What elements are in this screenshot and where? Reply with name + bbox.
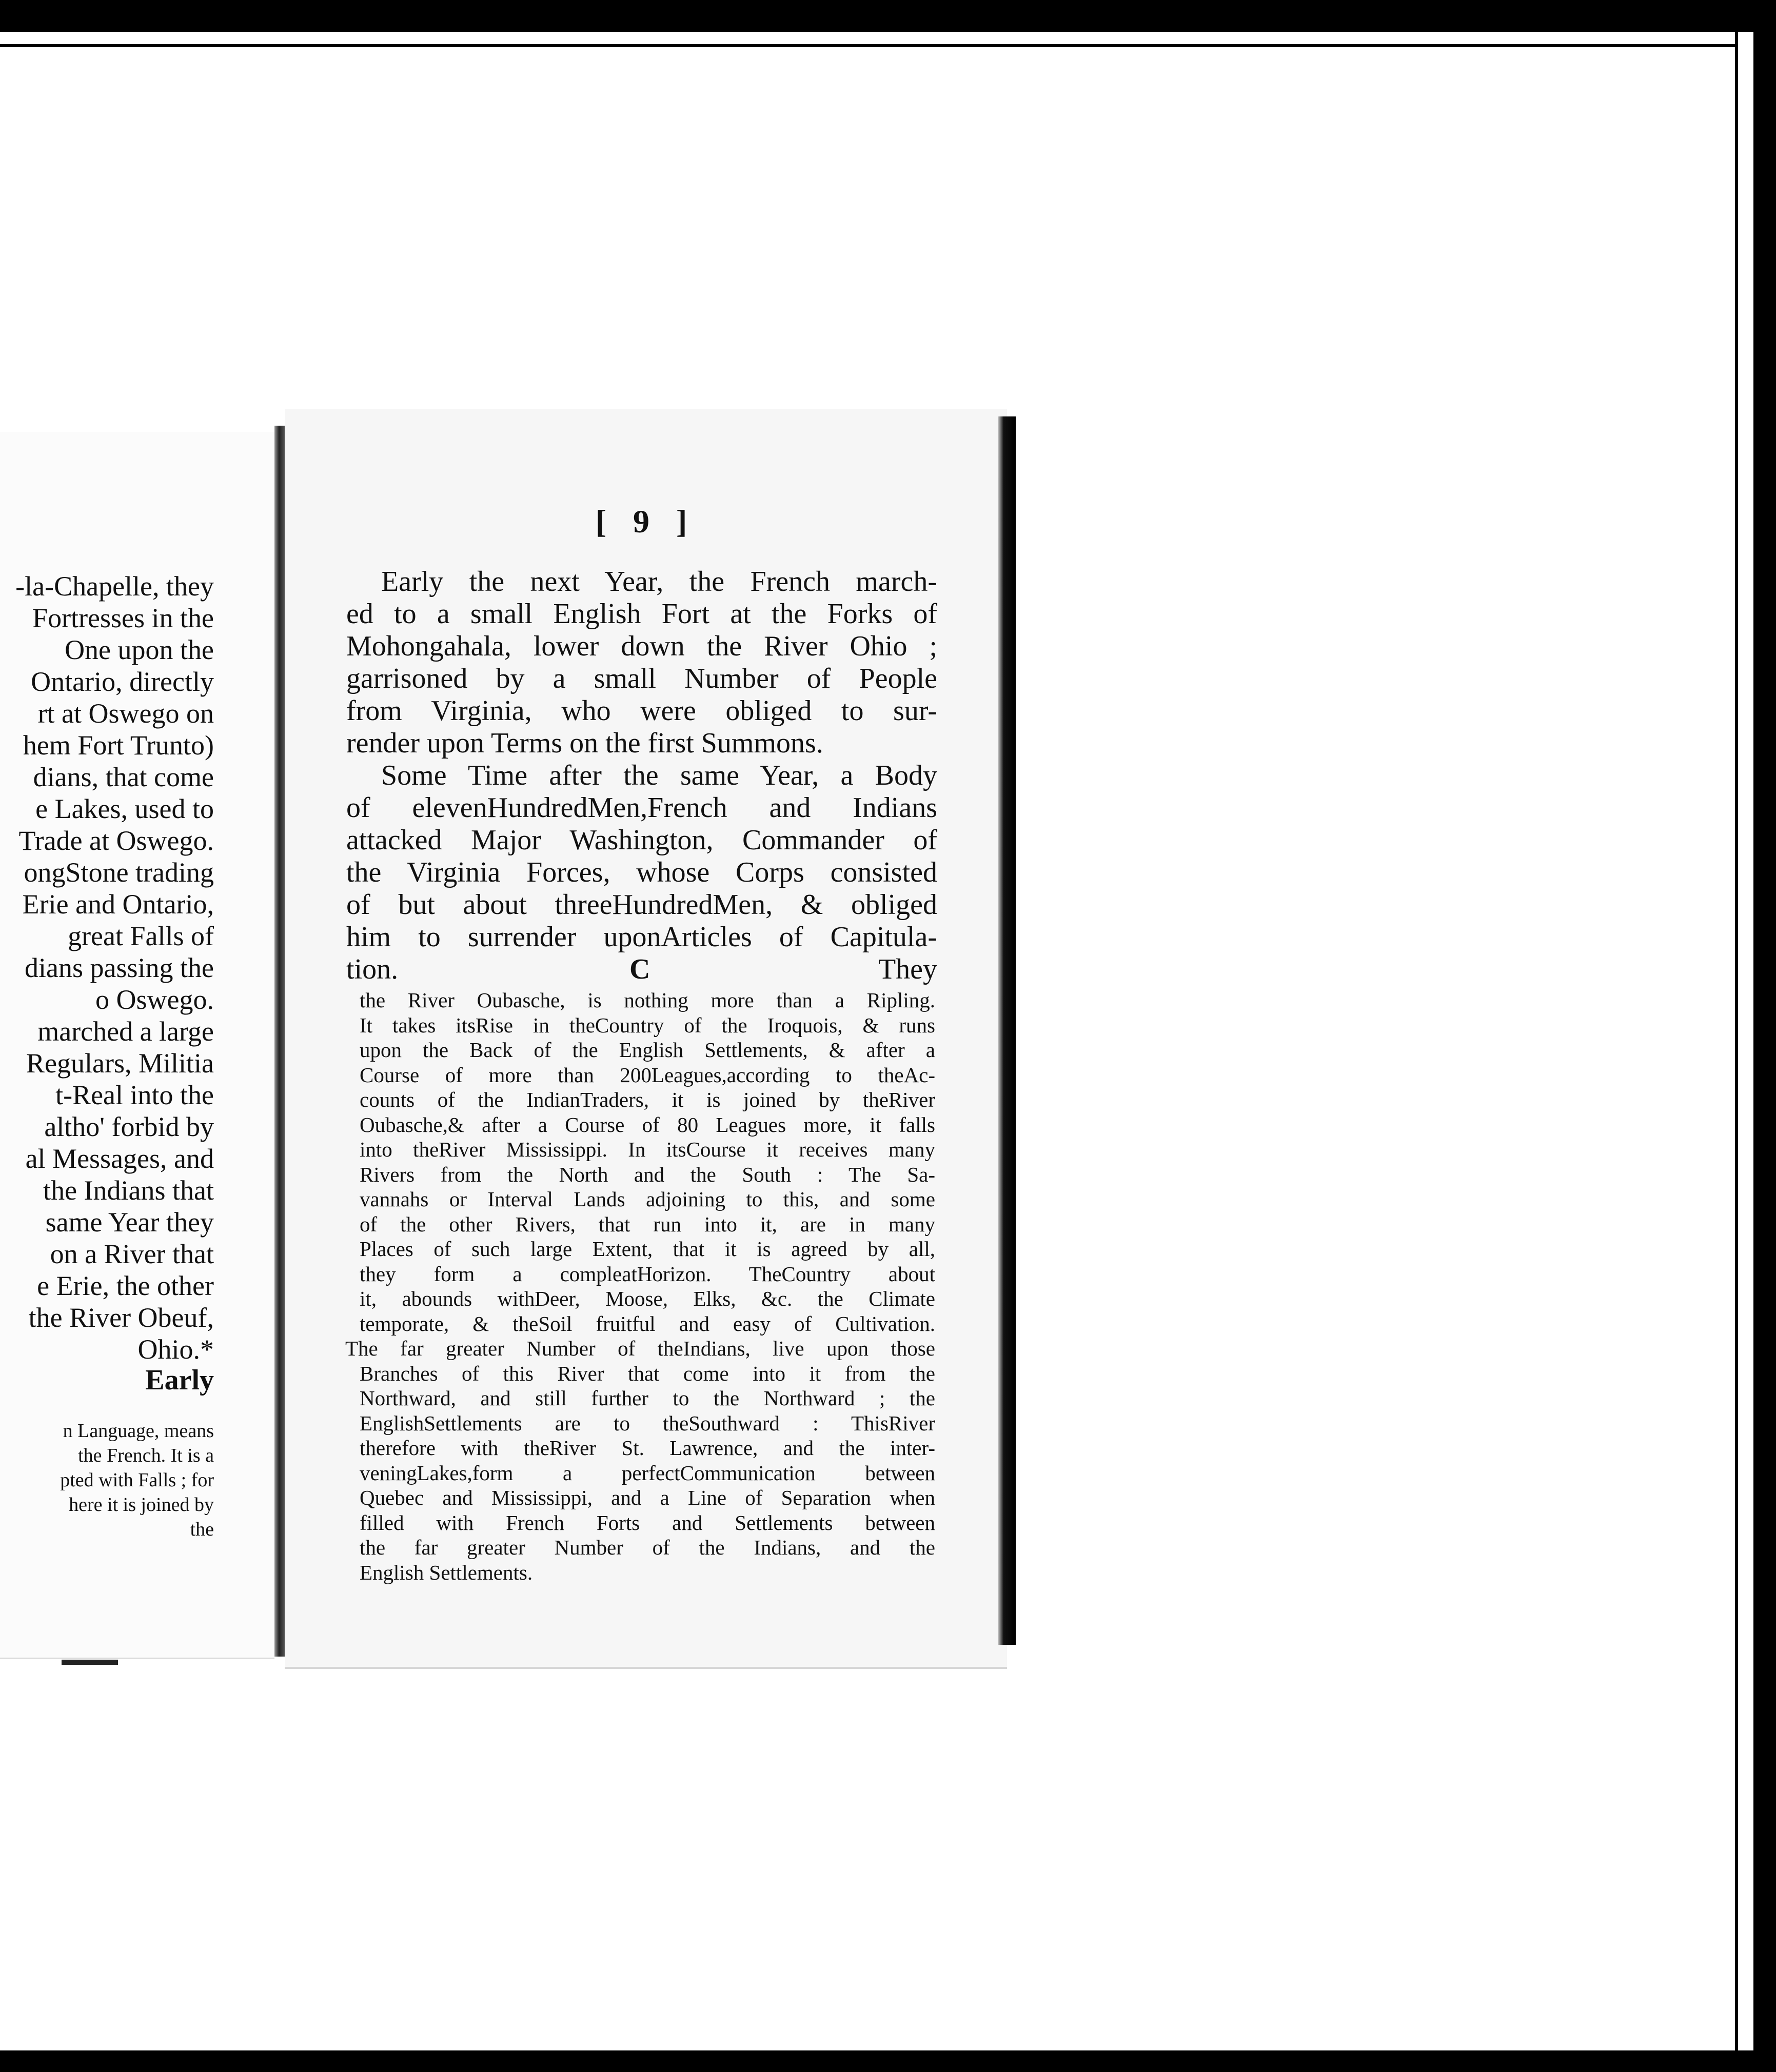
left-catchword: Early (145, 1364, 214, 1396)
footnote-line: The far greater Number of theIndians, live upon those (345, 1337, 935, 1360)
left-line: t-Real into the (55, 1080, 214, 1110)
book-gutter (274, 426, 285, 1657)
main-line: Early the next Year, the French march- (381, 566, 937, 597)
left-page (0, 432, 274, 1659)
left-line: Fortresses in the (32, 603, 214, 633)
left-footnote-line: the (190, 1519, 214, 1540)
left-line: great Falls of (68, 921, 214, 951)
left-line: dians passing the (25, 952, 214, 983)
page-number: [ 9 ] (595, 503, 697, 540)
main-line: of elevenHundredMen,French and Indians (346, 792, 937, 824)
left-line: the Indians that (43, 1175, 214, 1206)
right-page (285, 409, 1007, 1669)
main-line: attacked Major Washington, Commander of (346, 824, 937, 856)
footnote-line: therefore with theRiver St. Lawrence, and the inter- (360, 1436, 935, 1460)
main-line: the Virginia Forces, whose Corps consisted (346, 856, 937, 888)
footnote-line: upon the Back of the English Settlements, & after a (360, 1038, 935, 1062)
footnote-line: they form a compleatHorizon. TheCountry about (360, 1262, 935, 1286)
scan-border-right-inner (1735, 32, 1738, 2050)
left-line: ongStone trading (24, 857, 214, 888)
page-edge-shadow (62, 1660, 118, 1665)
footnote-line: into theRiver Mississippi. In itsCourse it receives many (360, 1138, 935, 1161)
main-line: Some Time after the same Year, a Body (381, 760, 937, 791)
main-line: of but about threeHundredMen, & obliged (346, 889, 937, 921)
left-line: al Messages, and (25, 1143, 214, 1174)
footnote-line: the River Oubasche, is nothing more than a Ripling. (360, 988, 935, 1012)
left-footnote-line: here it is joined by (69, 1494, 214, 1516)
left-line: Regulars, Militia (26, 1048, 214, 1079)
footnote-line: of the other Rivers, that run into it, are in many (360, 1212, 935, 1236)
footnote-line: Branches of this River that come into it from the (360, 1361, 935, 1385)
left-line: Ohio.* (137, 1334, 214, 1365)
footnote-line: the far greater Number of the Indians, and the (360, 1536, 935, 1559)
footnote-line: temporate, & theSoil fruitful and easy of Cultivation. (360, 1311, 935, 1336)
footnote-line: Course of more than 200Leagues,according to theAc- (360, 1063, 935, 1087)
catchword: They (878, 953, 937, 985)
left-line: marched a large (37, 1016, 214, 1047)
footnote-line: Oubasche,& after a Course of 80 Leagues more, it falls (360, 1112, 935, 1137)
left-line: o Oswego. (95, 984, 214, 1015)
left-line: e Lakes, used to (35, 793, 214, 824)
left-footnote-line: the French. It is a (78, 1445, 214, 1466)
left-line: One upon the (65, 634, 214, 665)
left-line: Erie and Ontario, (22, 889, 214, 920)
signature-mark: C (629, 953, 650, 985)
main-line: Mohongahala, lower down the River Ohio ; (346, 630, 937, 662)
footnote-line: vannahs or Interval Lands adjoining to this, and some (360, 1187, 935, 1211)
left-line: -la-Chapelle, they (15, 571, 214, 602)
main-line-end: tion. (346, 953, 399, 985)
footnote-line: veningLakes,form a perfectCommunication between (360, 1461, 935, 1485)
page-fore-edge (998, 416, 1016, 1645)
scan-border-bottom (0, 2050, 1776, 2072)
footnote-line: Northward, and still further to the Northward ; the (360, 1386, 935, 1410)
left-line: altho' forbid by (44, 1111, 214, 1142)
main-line: him to surrender uponArticles of Capitula- (346, 921, 937, 953)
footnote-line: EnglishSettlements are to theSouthward : ThisRiver (360, 1411, 935, 1435)
footnote-line: It takes itsRise in theCountry of the Iroquois, & runs (360, 1013, 935, 1037)
footnote-line: it, abounds withDeer, Moose, Elks, &c. the Climate (360, 1287, 935, 1310)
left-line: Ontario, directly (31, 666, 214, 697)
left-line: the River Obeuf, (28, 1302, 214, 1333)
footnote-line: Rivers from the North and the South : The Sa- (360, 1162, 935, 1186)
main-line: ed to a small English Fort at the Forks of (346, 598, 937, 630)
footnote-line: Places of such large Extent, that it is agreed by all, (360, 1237, 935, 1261)
signature-line (346, 953, 937, 986)
left-footnote-line: n Language, means (63, 1420, 214, 1442)
left-line: rt at Oswego on (37, 698, 214, 729)
scan-border-top-inner (0, 44, 1738, 47)
left-line: Trade at Oswego. (18, 825, 214, 856)
main-line: from Virginia, who were obliged to sur- (346, 695, 937, 727)
footnote-line: Quebec and Mississippi, and a Line of Separation when (360, 1486, 935, 1509)
left-line: hem Fort Trunto) (23, 730, 214, 761)
footnote-block (340, 988, 935, 1585)
left-line: same Year they (45, 1207, 214, 1238)
footnote-line: filled with French Forts and Settlements between (360, 1510, 935, 1535)
footnote-line: counts of the IndianTraders, it is joined by theRiver (360, 1088, 935, 1111)
footnote-line: English Settlements. (360, 1560, 533, 1584)
scan-border-top (0, 0, 1776, 32)
left-line: on a River that (50, 1239, 214, 1269)
main-line: garrisoned by a small Number of People (346, 663, 937, 694)
scan-border-right (1753, 0, 1776, 2072)
left-line: dians, that come (33, 762, 214, 792)
main-line: render upon Terms on the first Summons. (346, 727, 823, 759)
left-line: e Erie, the other (37, 1270, 214, 1301)
left-footnote-line: pted with Falls ; for (60, 1469, 214, 1491)
main-text-block (346, 566, 937, 986)
